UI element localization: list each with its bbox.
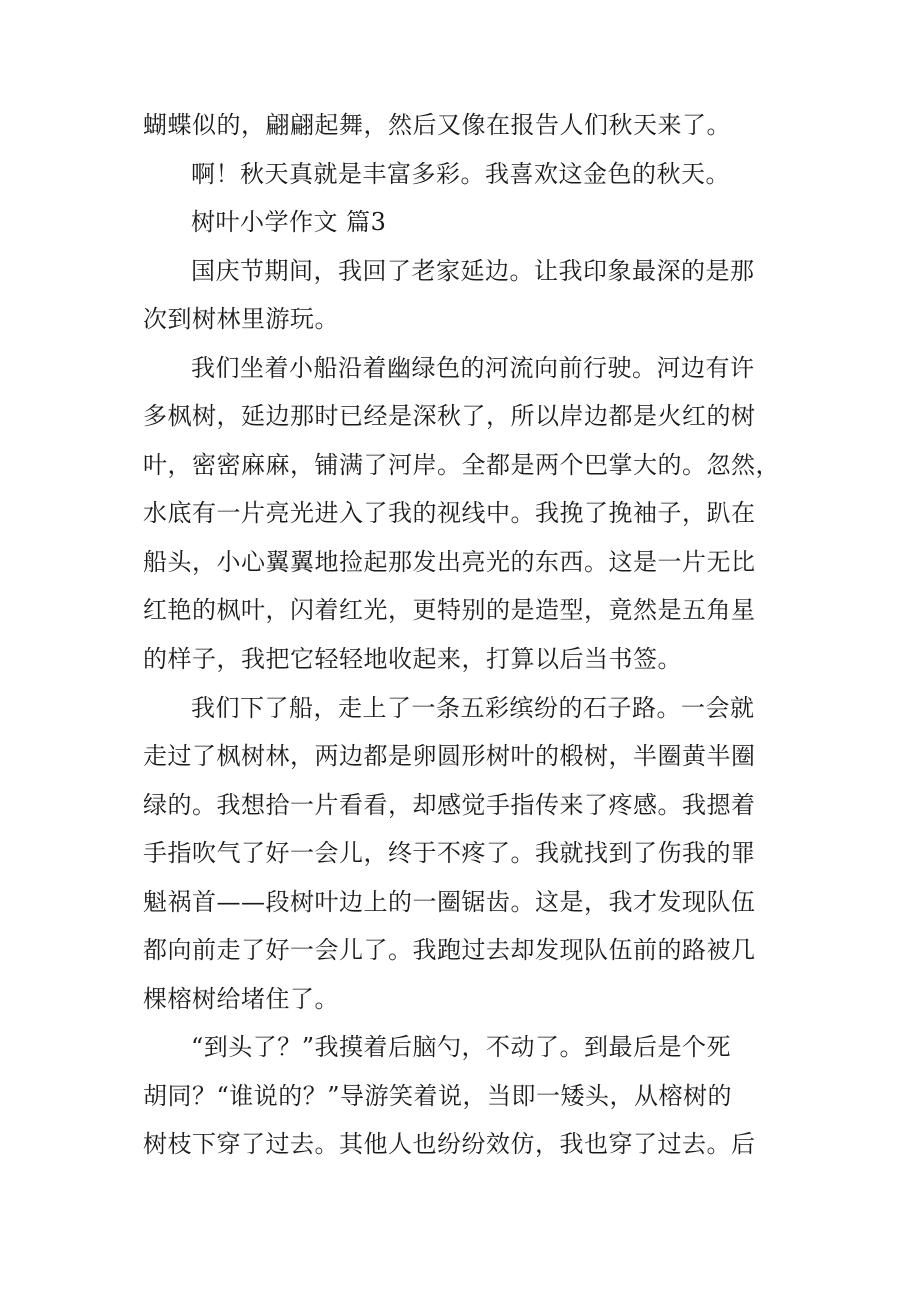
text-line: 国庆节期间，我回了老家延边。让我印象最深的是那 xyxy=(191,256,755,285)
text-line: 绿的。我想拾一片看看，却感觉手指传来了疼感。我摁着 xyxy=(143,790,756,819)
text-line: 我们坐着小船沿着幽绿色的河流向前行驶。河边有许 xyxy=(191,353,755,382)
text-line: 啊！秋天真就是丰富多彩。我喜欢这金色的秋天。 xyxy=(191,159,730,188)
document-body xyxy=(143,101,780,1169)
text-line: 多枫树，延边那时已经是深秋了，所以岸边都是火红的树 xyxy=(143,402,756,431)
text-line: 次到树林里游玩。 xyxy=(143,305,339,334)
section-heading: 树叶小学作文 篇3 xyxy=(191,208,387,237)
text-line: 棵榕树给堵住了。 xyxy=(143,984,339,1013)
text-line: “到头了？”我摸着后脑勺，不动了。到最后是个死 xyxy=(191,1033,732,1062)
text-line: 叶，密密麻麻，铺满了河岸。全都是两个巴掌大的。忽然， xyxy=(143,450,780,479)
text-line: 走过了枫树林，两边都是卵圆形树叶的椴树，半圈黄半圈 xyxy=(143,742,756,771)
text-line: 蝴蝶似的，翩翩起舞，然后又像在报告人们秋天来了。 xyxy=(143,111,731,139)
text-line: 手指吹气了好一会儿，终于不疼了。我就找到了伤我的罪 xyxy=(143,839,756,868)
text-line: 我们下了船，走上了一条五彩缤纷的石子路。一会就 xyxy=(191,693,755,722)
text-line: 船头，小心翼翼地捡起那发出亮光的东西。这是一片无比 xyxy=(143,547,756,576)
text-line: 红艳的枫叶，闪着红光，更特别的是造型，竟然是五角星 xyxy=(143,596,756,625)
text-line: 都向前走了好一会儿了。我跑过去却发现队伍前的路被几 xyxy=(143,936,756,965)
text-line: 树枝下穿了过去。其他人也纷纷效仿，我也穿了过去。后 xyxy=(143,1130,756,1159)
text-line: 魁祸首——段树叶边上的一圈锯齿。这是，我才发现队伍 xyxy=(143,887,756,916)
text-line: 胡同？“谁说的？”导游笑着说，当即一矮头，从榕树的 xyxy=(143,1081,733,1110)
text-line: 水底有一片亮光进入了我的视线中。我挽了挽袖子，趴在 xyxy=(143,499,756,528)
text-line: 的样子，我把它轻轻地收起来，打算以后当书签。 xyxy=(143,645,682,674)
